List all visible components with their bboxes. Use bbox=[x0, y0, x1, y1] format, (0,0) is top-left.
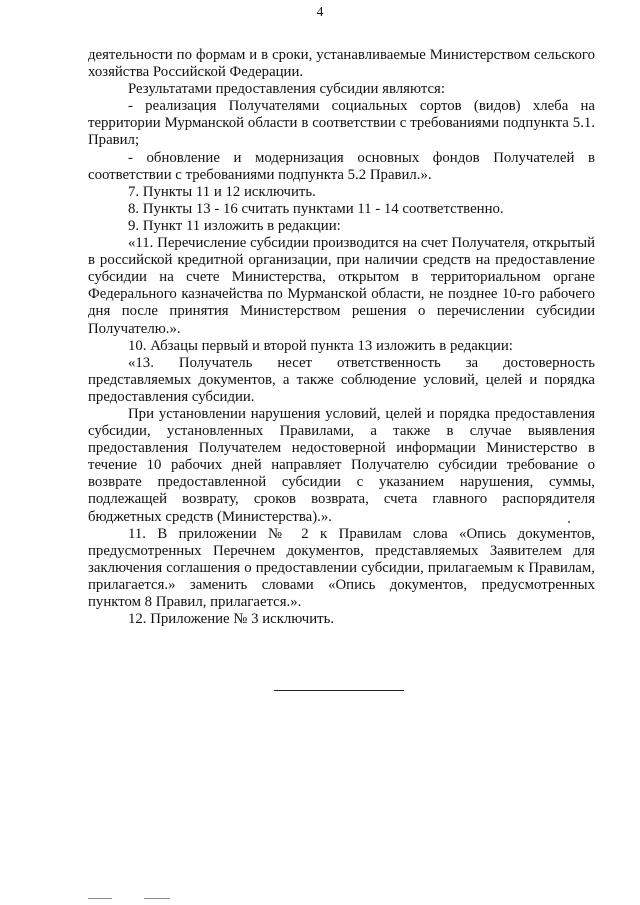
paragraph-item-11: 11. В приложении № 2 к Правилам слова «Опись документов, предусмотренных Перечнем документов, представляемых Заявителем для заключения соглашения о предоставлении субсидии, прилагаемым к Правилам, прилагается.» заменить словами «Опись документов, предусмотренных пунктом 8 Правил, прилагается.». bbox=[88, 525, 595, 610]
paragraph-result-modernization: - обновление и модернизация основных фондов Получателей в соответствии с требованиями подпункта 5.2 Правил.». bbox=[88, 149, 595, 183]
page-number: 4 bbox=[316, 4, 324, 19]
paragraph-item-12: 12. Приложение № 3 исключить. bbox=[128, 611, 335, 628]
document-body bbox=[88, 47, 595, 628]
paragraph-clause-11: «11. Перечисление субсидии производится на счет Получателя, открытый в российской кредитной организации, при наличии средств на предоставление субсидии на счете Министерства, открытом в территориальном органе Федерального казначейства по Мурманской области, не позднее 10-го рабочего дня после принятия Министерством решения о перечислении субсидии Получателю.». bbox=[88, 235, 595, 337]
footer-line-right bbox=[144, 898, 170, 899]
paragraph-item-9: 9. Пункт 11 изложить в редакции: bbox=[128, 217, 341, 234]
footer-line-left bbox=[88, 898, 112, 899]
paragraph-continuation: деятельности по формам и в сроки, устанавливаемые Министерством сельского хозяйства Российской Федерации. bbox=[88, 47, 595, 81]
paragraph-clause-13: «13. Получатель несет ответственность за достоверность представляемых документов, а также соблюдение условий, целей и порядка предоставления субсидии. bbox=[88, 354, 595, 405]
paragraph-violation: При установлении нарушения условий, целей и порядка предоставления субсидии, установленных Правилами, а также в случае выявления предоставления Получателем недостоверной информации Министерство в течение 10 рабочих дней направляет Получателю субсидии требование о возврате предоставленной субсидии с указанием нарушения, суммы, подлежащей возврату, сроков возврата, счета главного распорядителя бюджетных средств (Министерства).». bbox=[88, 405, 595, 525]
paragraph-item-7: 7. Пункты 11 и 12 исключить. bbox=[128, 183, 316, 200]
paragraph-item-8: 8. Пункты 13 - 16 считать пунктами 11 - 14 соответственно. bbox=[128, 200, 504, 217]
paragraph-result-bread: - реализация Получателями социальных сортов (видов) хлеба на территории Мурманской области в соответствии с требованиями подпункта 5.1. Правил; bbox=[88, 98, 595, 149]
paragraph-item-10: 10. Абзацы первый и второй пункта 13 изложить в редакции: bbox=[128, 337, 513, 354]
scan-speck bbox=[568, 521, 570, 523]
end-separator-line bbox=[274, 690, 404, 691]
paragraph-results-intro: Результатами предоставления субсидии являются: bbox=[128, 81, 445, 98]
